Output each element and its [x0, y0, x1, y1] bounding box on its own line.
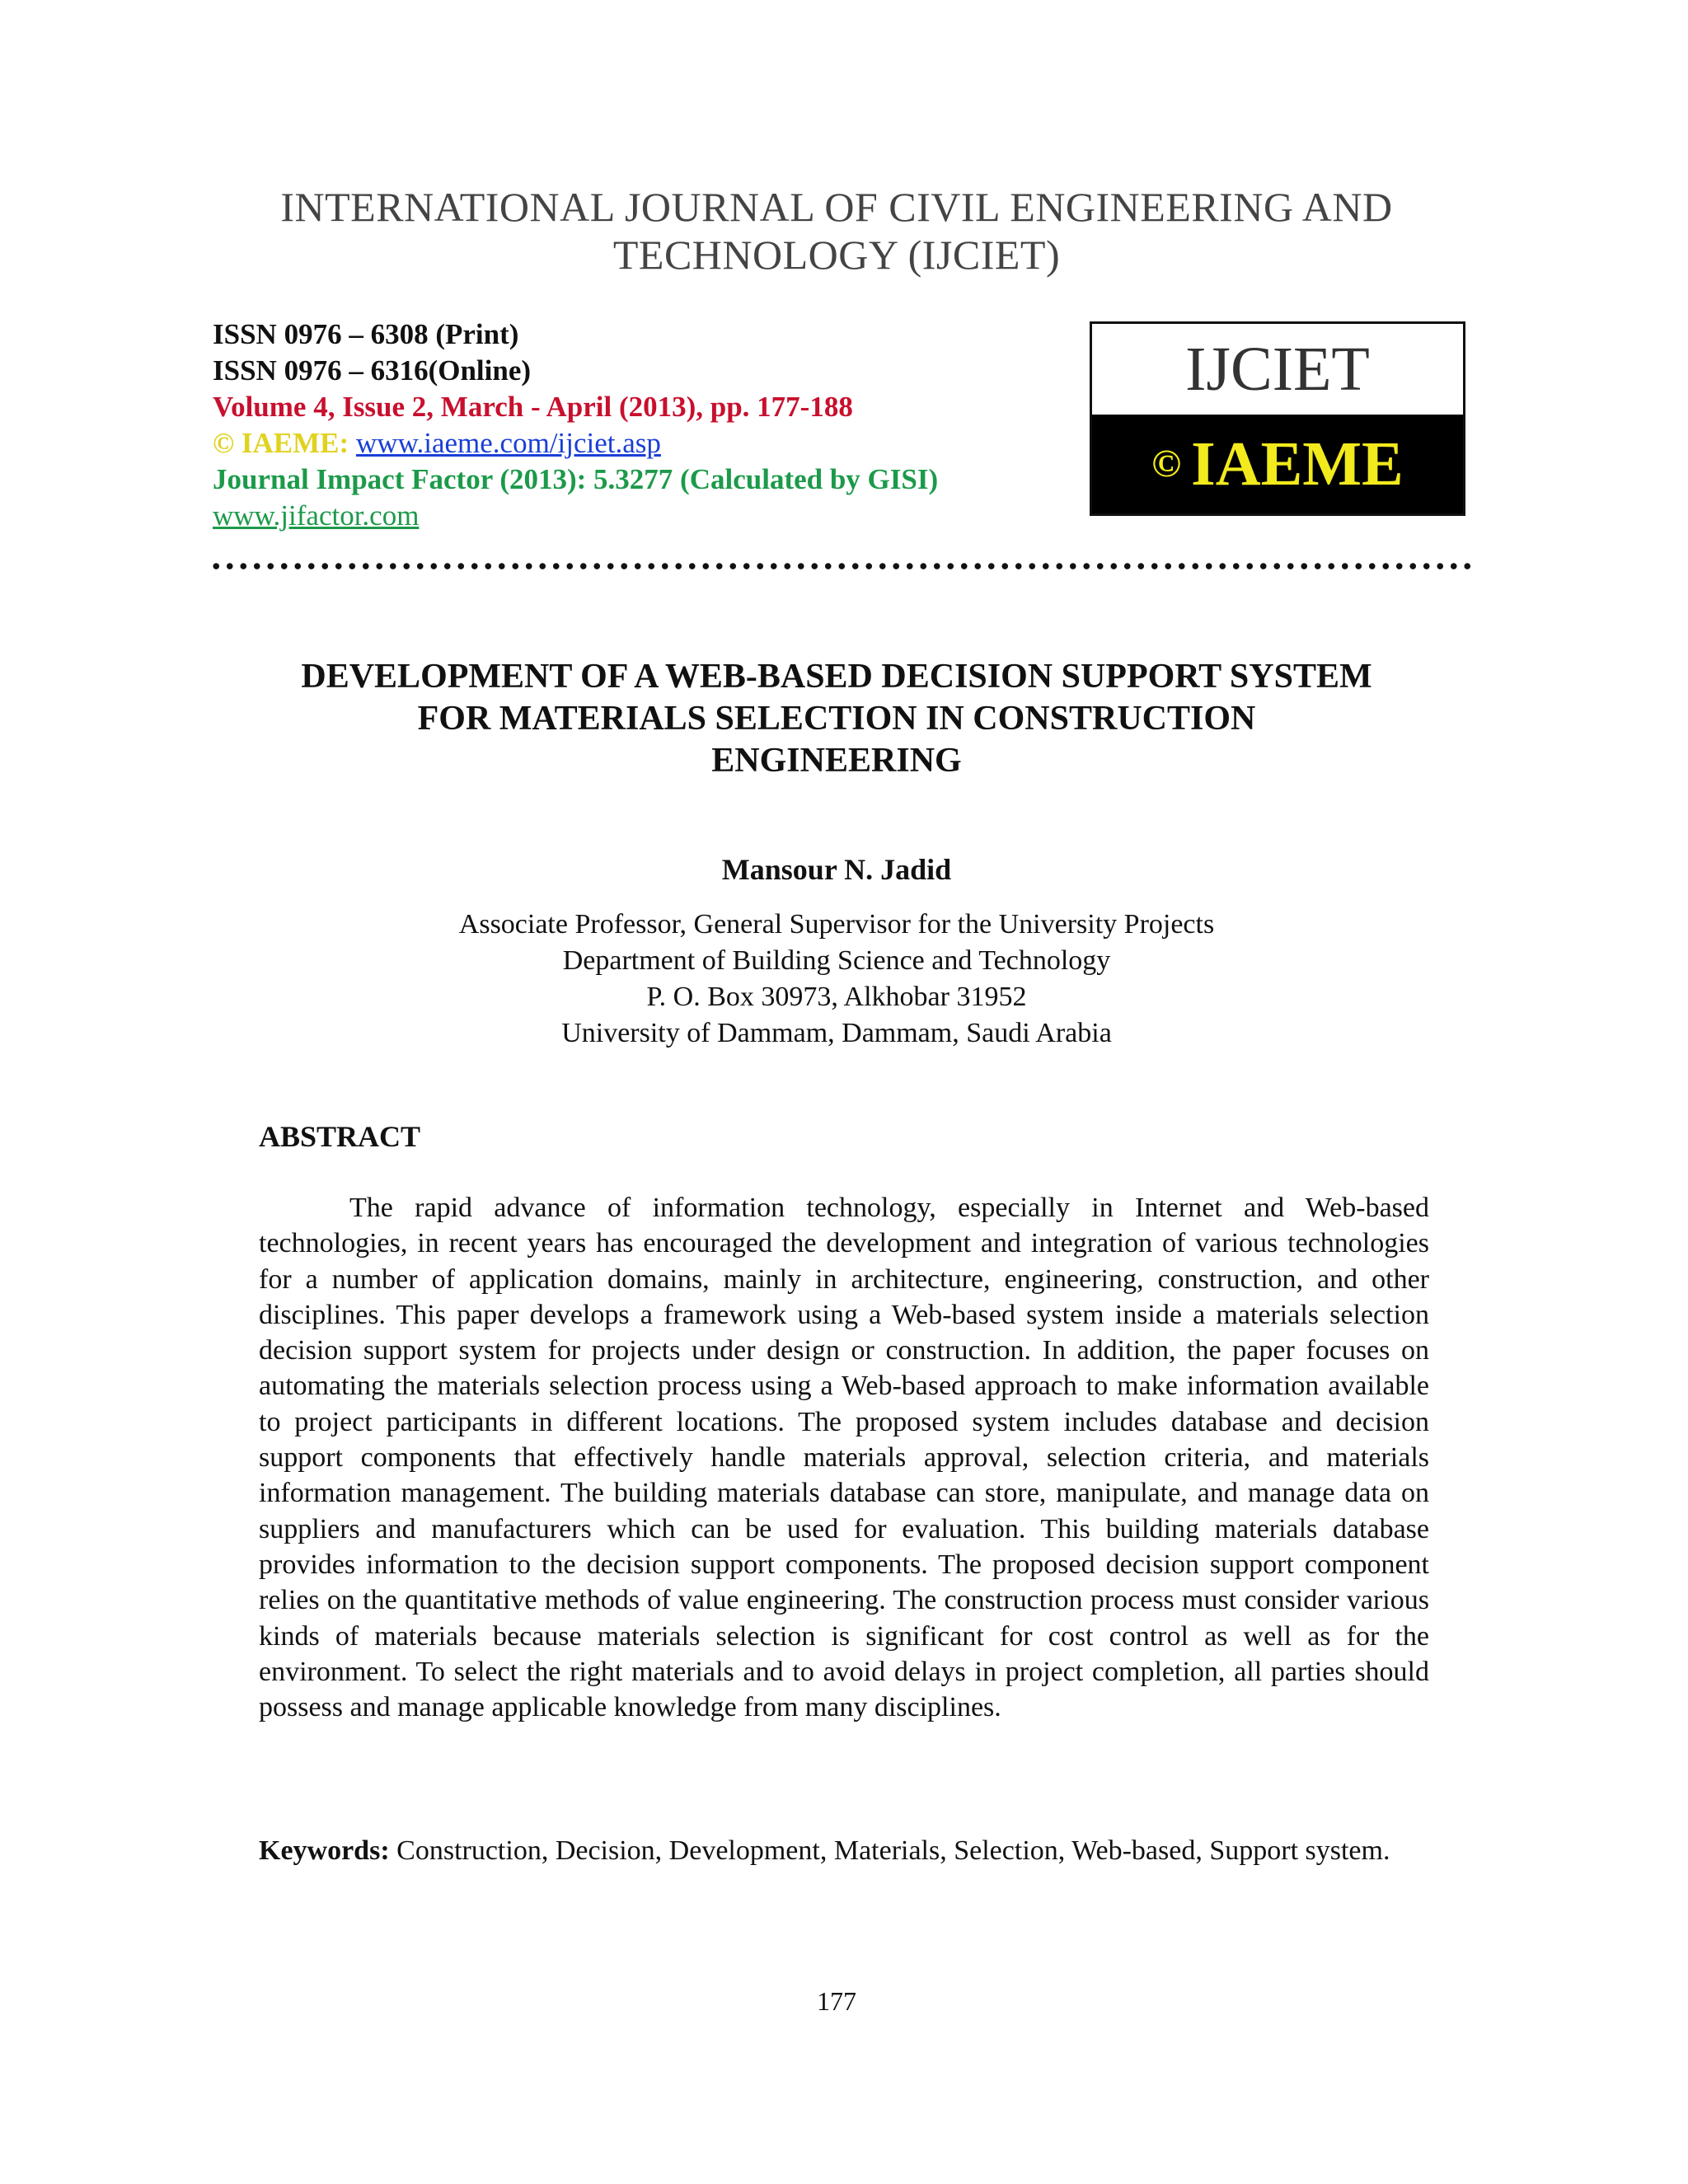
logo-bottom [1092, 415, 1463, 513]
author-name: Mansour N. Jadid [721, 853, 952, 886]
publisher-label: © IAEME: [213, 427, 349, 459]
affiliation-line: University of Dammam, Dammam, Saudi Arabia [561, 1018, 1112, 1048]
journal-title-line1: INTERNATIONAL JOURNAL OF CIVIL ENGINEERING AND [280, 184, 1393, 230]
keywords [259, 1833, 1429, 1868]
affiliation-line: Associate Professor, General Supervisor for the University Projects [458, 909, 1215, 940]
impact-factor: Journal Impact Factor (2013): 5.3277 (Calculated by GISI) [213, 463, 939, 495]
publisher-link[interactable]: www.iaeme.com/ijciet.asp [355, 427, 661, 459]
keywords-label: Keywords: [259, 1835, 390, 1866]
abstract-text: The rapid advance of information technology, especially in Internet and Web-based technologies, in recent years has encouraged the development and integration of various technologies for a number of application domains, mainly in architecture, engineering, construction, and other disciplines. This paper develops a framework using a Web-based system inside a materials selection decision support system for projects under design or construction. In addition, the paper focuses on automating the materials selection process using a Web-based approach to make information available to project participants in different locations. The proposed system includes database and decision support components that effectively handle materials approval, selection criteria, and materials information management. The building materials database can store, manipulate, and manage data on suppliers and manufacturers which can be used for evaluation. This building materials database provides information to the decision support components. The proposed decision support component relies on the quantitative methods of value engineering. The construction process must consider various kinds of materials because materials selection is significant for cost control as well as for the environment. To select the right materials and to avoid delays in project completion, all parties should possess and manage applicable knowledge from many disciplines. [259, 1193, 1429, 1723]
publisher-line [213, 425, 938, 462]
volume-info: Volume 4, Issue 2, March - April (2013), pp. 177-188 [213, 391, 853, 423]
journal-title [206, 183, 1467, 279]
keywords-text: Construction, Decision, Development, Materials, Selection, Web-based, Support system. [396, 1835, 1390, 1866]
jifactor-link[interactable]: www.jifactor.com [213, 499, 420, 532]
copyright-icon: © [1151, 442, 1182, 485]
logo-bottom-text: IAEME [1191, 429, 1404, 499]
affiliation-line: P. O. Box 30973, Alkhobar 31952 [646, 982, 1027, 1012]
author-affiliation [206, 907, 1467, 1052]
issn-online: ISSN 0976 – 6316(Online) [213, 354, 532, 387]
issn-print: ISSN 0976 – 6308 (Print) [213, 318, 519, 350]
paper-title [206, 656, 1467, 782]
journal-meta [213, 316, 938, 534]
abstract-heading: ABSTRACT [259, 1120, 421, 1153]
logo-top-text: IJCIET [1092, 324, 1463, 415]
paper-title-line1: DEVELOPMENT OF A WEB-BASED DECISION SUPPORT SYSTEM [301, 658, 1372, 696]
journal-title-line2: TECHNOLOGY (IJCIET) [612, 232, 1061, 278]
journal-logo [1090, 321, 1465, 516]
page-number: 177 [817, 1986, 856, 2016]
paper-title-line2: FOR MATERIALS SELECTION IN CONSTRUCTION [417, 700, 1256, 738]
affiliation-line: Department of Building Science and Technology [562, 945, 1111, 976]
dotted-divider [209, 560, 1470, 572]
paper-title-line3: ENGINEERING [711, 742, 962, 780]
